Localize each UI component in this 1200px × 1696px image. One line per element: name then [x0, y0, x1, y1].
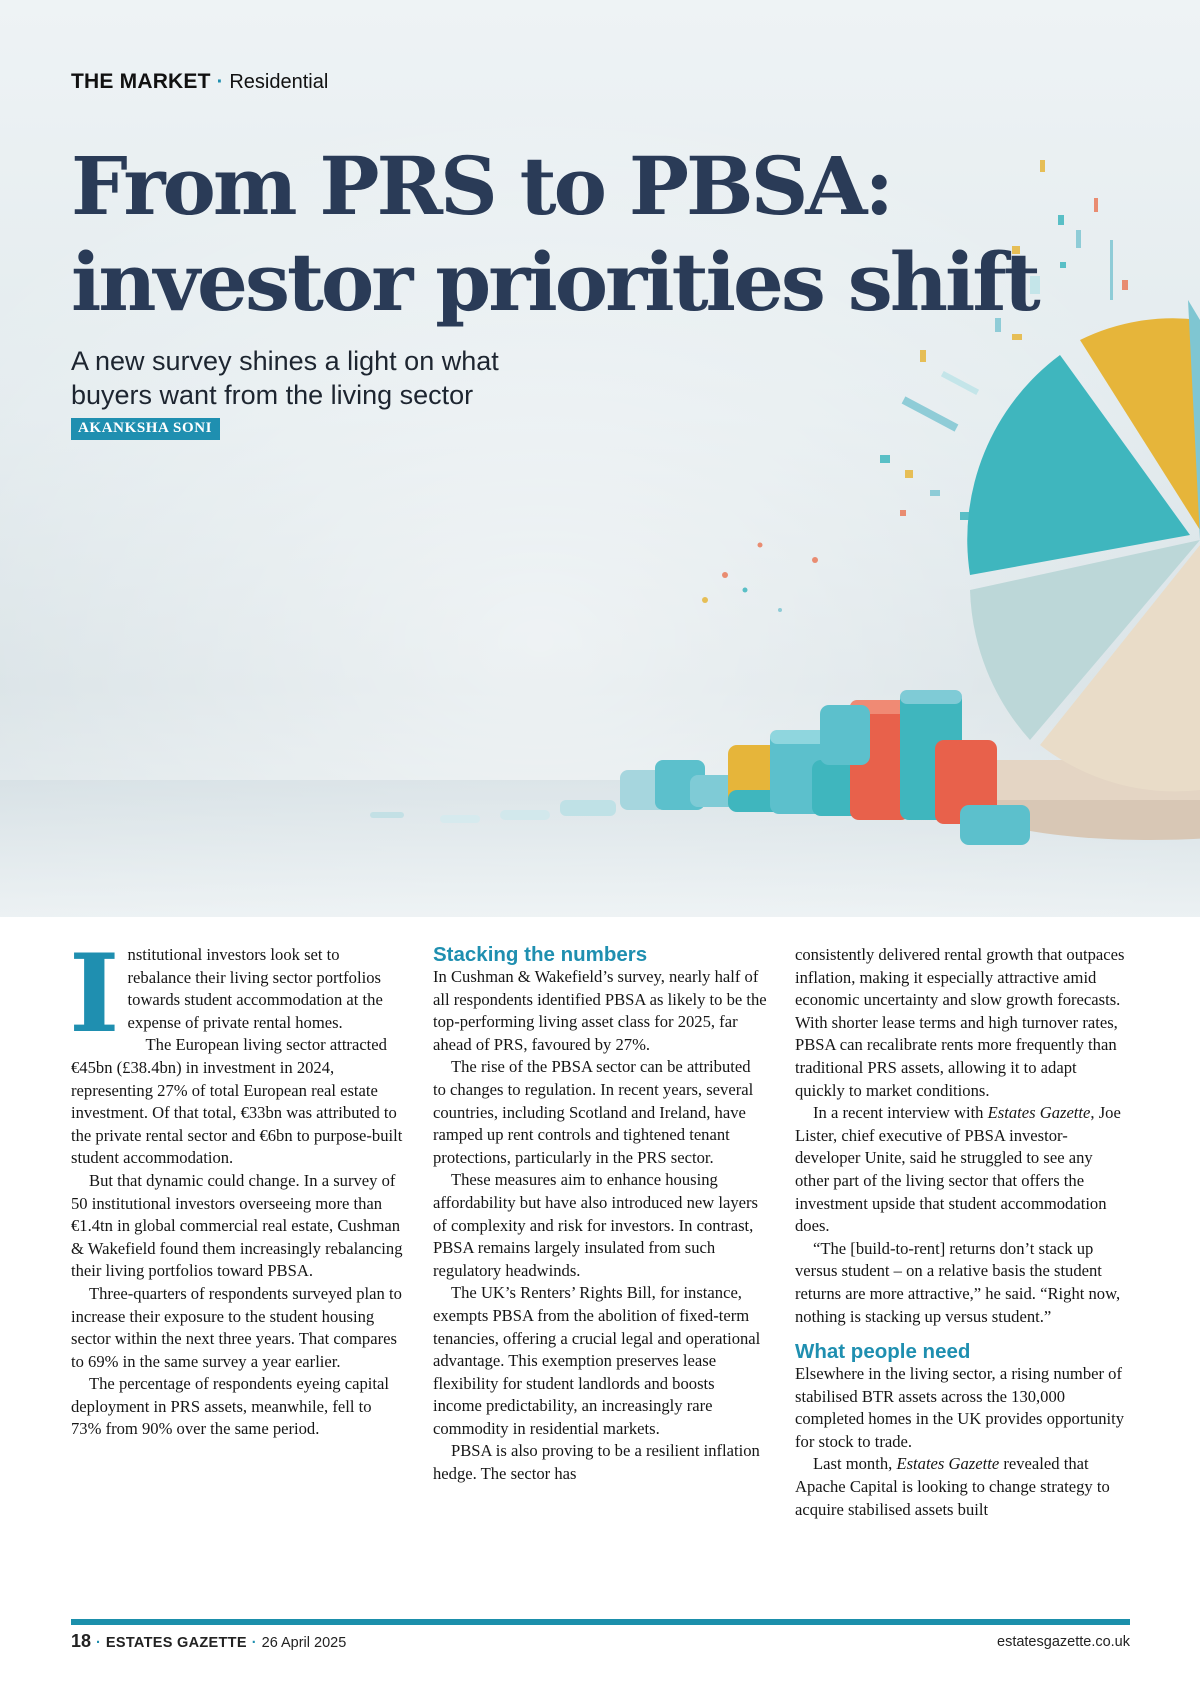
paragraph: In Cushman & Wakefield’s survey, nearly half of all respondents identified PBSA as likely to be the top-performing living asset class for 2025, far ahead of PRS, favoured by 27%. [433, 967, 767, 1054]
paragraph: Elsewhere in the living sector, a rising number of stabilised BTR assets across the 130,000 completed homes in the UK provides opportunity for stock to trade. [795, 1364, 1125, 1451]
paragraph: The rise of the PBSA sector can be attributed to changes to regulation. In recent years, several countries, including Scotland and Ireland, have ramped up rent controls and tightened tenant protections, particularly in the PRS sector. [433, 1057, 754, 1167]
paragraph: nstitutional investors look set to rebalance their living sector portfolios towards student accommodation at the expense of private rental homes. [127, 945, 383, 1032]
article-column-1 [69, 931, 405, 1441]
paragraph: But that dynamic could change. In a survey of 50 institutional investors overseeing more than €1.4tn in global commercial real estate, Cushman & Wakefield found them increasingly rebalancing their living portfolios toward PBSA. [71, 1170, 403, 1281]
publication-name: Estates Gazette [896, 1454, 1000, 1474]
page-number: 18 [71, 1631, 92, 1651]
section-label [71, 70, 328, 94]
paragraph: Three-quarters of respondents surveyed plan to increase their exposure to the student housing sector within the next three years. That compares to 69% in the same survey a year earlier. [71, 1283, 402, 1371]
website-link[interactable]: estatesgazette.co.uk [997, 1634, 1130, 1650]
headline-line-1: From PRS to PBSA: [71, 139, 891, 233]
headline-line-2: investor priorities shift [71, 235, 1038, 329]
issue-date: 26 April 2025 [261, 1635, 347, 1651]
paragraph: These measures aim to enhance housing affordability but have also introduced new layers of complexity and risk for investors. In contrast, PBSA remains largely insulated from such regulatory headwinds. [433, 1170, 759, 1280]
paragraph: The UK’s Renters’ Rights Bill, for instance, exempts PBSA from the abolition of fixed-term tenancies, offering a crucial legal and operational advantage. This exemption preserves lease flexibility for student landlords and boosts income predictability, an increasingly rare commodity in residential markets. [433, 1283, 761, 1438]
separator-dot-icon: · [216, 71, 224, 93]
paragraph: The European living sector attracted €45bn (£38.4bn) in investment in 2024, representing 27% of total European real estate investment. Of that total, €33bn was attributed to the private rental sector and €6bn to purpose-built student accommodation. [71, 1035, 403, 1168]
text-run: , Joe Lister, chief executive of PBSA investor-developer Unite, said he struggled to see any other part of the living sector that offers the investment upside that student accommodation does. [795, 1103, 1121, 1236]
paragraph: consistently delivered rental growth that outpaces inflation, making it especially attractive amid economic uncertainty and slow growth forecasts. With shorter lease terms and high turnover rates, PBSA can recalibrate rents more frequently than traditional PRS assets, allowing it to adapt quickly to market conditions. [795, 945, 1125, 1100]
section-kicker: THE MARKET [71, 70, 211, 93]
paragraph [795, 1453, 1129, 1521]
paragraph: The percentage of respondents eyeing capital deployment in PRS assets, meanwhile, fell to 73% from 90% over the same period. [71, 1374, 389, 1439]
text-run: revealed that Apache Capital is looking to change strategy to acquire stabilised assets built [795, 1454, 1110, 1519]
standfirst [71, 344, 591, 412]
drop-cap: I [69, 931, 120, 1057]
page-footer [71, 1631, 1130, 1652]
subheading-what-people-need: What people need [795, 1340, 971, 1364]
paragraph [795, 1102, 1129, 1238]
subsection-label: Residential [229, 71, 329, 93]
paragraph: “The [build-to-rent] returns don’t stack up versus student – on a relative basis the student returns are more attractive,” he said. “Right now, nothing is stacking up versus student.” [795, 1238, 1121, 1326]
article-column-2 [433, 944, 767, 1486]
text-run: In a recent interview with [813, 1103, 988, 1123]
text-run: Last month, [813, 1454, 897, 1474]
headline [71, 138, 1038, 330]
author-byline: AKANKSHA SONI [71, 418, 220, 440]
standfirst-line-1: A new survey shines a light on what [71, 346, 499, 376]
separator-dot-icon: · [251, 1635, 257, 1651]
article-column-3 [795, 944, 1129, 1521]
paragraph: PBSA is also proving to be a resilient inflation hedge. The sector has [433, 1441, 760, 1484]
separator-dot-icon: · [96, 1635, 101, 1651]
publication-name: Estates Gazette [987, 1103, 1091, 1123]
footer-rule [71, 1619, 1130, 1625]
publication-title: ESTATES GAZETTE [105, 1635, 247, 1651]
standfirst-line-2: buyers want from the living sector [71, 380, 474, 410]
subheading-stacking-the-numbers: Stacking the numbers [433, 943, 648, 966]
